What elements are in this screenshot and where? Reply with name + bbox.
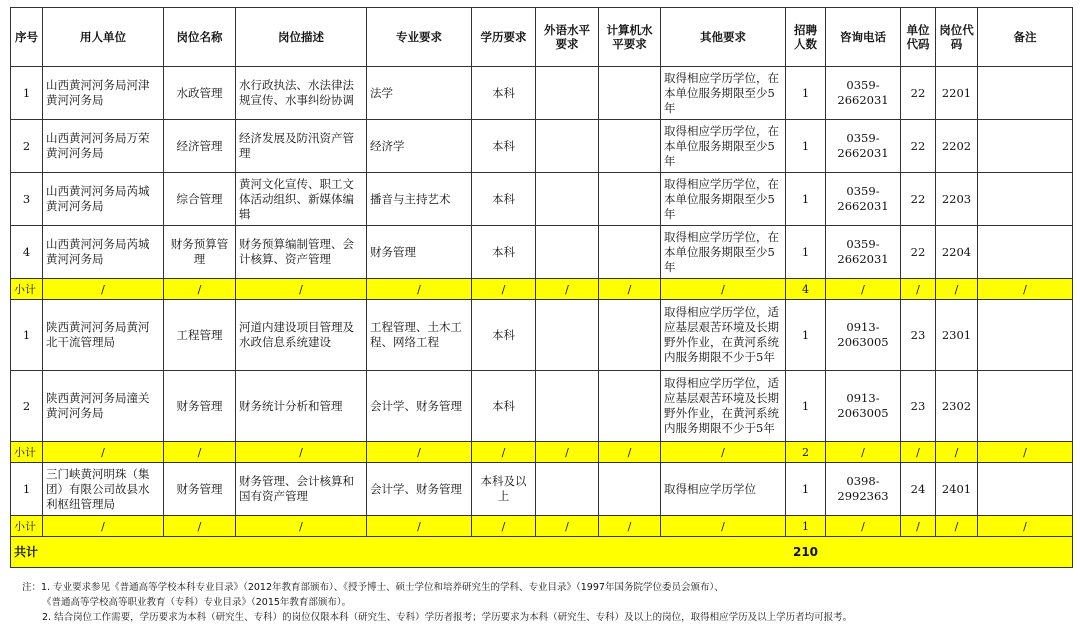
contact-phone: 0359-2662031 [826, 226, 901, 279]
subtotal-slash: / [901, 279, 936, 300]
row-number: 1 [11, 300, 43, 371]
table-row [11, 173, 1073, 226]
subtotal-headcount: 2 [786, 442, 826, 463]
table-row [11, 300, 1073, 371]
table-body [11, 67, 1073, 568]
column-header: 咨询电话 [826, 8, 901, 67]
post-code: 2203 [936, 173, 978, 226]
subtotal-slash: / [826, 279, 901, 300]
column-header: 学历要求 [472, 8, 536, 67]
post-name: 财务预算管理 [164, 226, 236, 279]
grand-total-filler [826, 537, 1073, 568]
education-requirement: 本科 [472, 226, 536, 279]
column-header: 专业要求 [367, 8, 472, 67]
unit-code: 24 [901, 463, 936, 516]
subtotal-slash: / [164, 516, 236, 537]
recruitment-table-container [10, 7, 1072, 568]
other-requirements: 取得相应学历学位，适应基层艰苦环境及长期野外作业，在黄河系统内服务期限不少于5年 [661, 300, 786, 371]
other-requirements: 取得相应学历学位，在本单位服务期限至少5年 [661, 226, 786, 279]
table-row [11, 226, 1073, 279]
table-row [11, 463, 1073, 516]
contact-phone: 0359-2662031 [826, 173, 901, 226]
post-name: 综合管理 [164, 173, 236, 226]
remarks [978, 173, 1073, 226]
subtotal-slash: / [661, 442, 786, 463]
column-header: 岗位代码 [936, 8, 978, 67]
post-description: 水行政执法、水法律法规宣传、水事纠纷协调 [236, 67, 367, 120]
subtotal-slash: / [978, 279, 1073, 300]
subtotal-slash: / [367, 279, 472, 300]
subtotal-slash: / [164, 279, 236, 300]
post-name: 财务管理 [164, 371, 236, 442]
headcount: 1 [786, 371, 826, 442]
other-requirements: 取得相应学历学位，在本单位服务期限至少5年 [661, 67, 786, 120]
subtotal-slash: / [901, 516, 936, 537]
language-requirement [536, 67, 599, 120]
subtotal-row [11, 516, 1073, 537]
subtotal-label: 小计 [11, 442, 43, 463]
footnotes [22, 580, 1072, 625]
row-number: 2 [11, 120, 43, 173]
subtotal-slash: / [472, 516, 536, 537]
unit-code: 23 [901, 300, 936, 371]
subtotal-slash: / [536, 279, 599, 300]
post-code: 2301 [936, 300, 978, 371]
major-requirement: 法学 [367, 67, 472, 120]
post-description: 财务管理、会计核算和国有资产管理 [236, 463, 367, 516]
column-header: 岗位名称 [164, 8, 236, 67]
post-name: 经济管理 [164, 120, 236, 173]
unit-code: 23 [901, 371, 936, 442]
table-row [11, 120, 1073, 173]
remarks [978, 226, 1073, 279]
language-requirement [536, 300, 599, 371]
language-requirement [536, 463, 599, 516]
column-header: 用人单位 [43, 8, 164, 67]
headcount: 1 [786, 226, 826, 279]
contact-phone: 0913-2063005 [826, 371, 901, 442]
table-row [11, 67, 1073, 120]
subtotal-slash: / [43, 442, 164, 463]
subtotal-label: 小计 [11, 516, 43, 537]
subtotal-headcount: 4 [786, 279, 826, 300]
post-code: 2302 [936, 371, 978, 442]
grand-total-label: 共计 [11, 537, 786, 568]
subtotal-label: 小计 [11, 279, 43, 300]
computer-requirement [599, 226, 661, 279]
post-name: 水政管理 [164, 67, 236, 120]
remarks [978, 371, 1073, 442]
remarks [978, 463, 1073, 516]
other-requirements: 取得相应学历学位，适应基层艰苦环境及长期野外作业，在黄河系统内服务期限不少于5年 [661, 371, 786, 442]
subtotal-slash: / [536, 442, 599, 463]
contact-phone: 0913-2063005 [826, 300, 901, 371]
employer-unit: 山西黄河河务局河津黄河河务局 [43, 67, 164, 120]
footnote-line: 《普通高等学校高等职业教育（专科）专业目录》（2015年教育部颁布）。 [42, 597, 352, 608]
column-header: 岗位描述 [236, 8, 367, 67]
table-header-row [11, 8, 1073, 67]
headcount: 1 [786, 120, 826, 173]
other-requirements: 取得相应学历学位，在本单位服务期限至少5年 [661, 173, 786, 226]
subtotal-slash: / [599, 279, 661, 300]
employer-unit: 山西黄河河务局芮城黄河河务局 [43, 173, 164, 226]
computer-requirement [599, 300, 661, 371]
unit-code: 22 [901, 120, 936, 173]
subtotal-slash: / [367, 516, 472, 537]
remarks [978, 67, 1073, 120]
education-requirement: 本科及以上 [472, 463, 536, 516]
subtotal-slash: / [661, 516, 786, 537]
language-requirement [536, 173, 599, 226]
column-header: 招聘人数 [786, 8, 826, 67]
subtotal-slash: / [661, 279, 786, 300]
post-code: 2201 [936, 67, 978, 120]
post-description: 经济发展及防汛资产管理 [236, 120, 367, 173]
subtotal-slash: / [472, 279, 536, 300]
headcount: 1 [786, 67, 826, 120]
subtotal-slash: / [936, 516, 978, 537]
row-number: 1 [11, 463, 43, 516]
footnote-line: 2. 结合岗位工作需要，学历要求为本科（研究生、专科）的岗位仅限本科（研究生、专科）学历者报考；学历要求为本科（研究生、专科）及以上的岗位，取得相应学历及以上学历者均可报考。 [42, 612, 853, 623]
post-code: 2401 [936, 463, 978, 516]
column-header: 外语水平要求 [536, 8, 599, 67]
contact-phone: 0398-2992363 [826, 463, 901, 516]
unit-code: 22 [901, 173, 936, 226]
post-description: 黄河文化宣传、职工文体活动组织、新媒体编辑 [236, 173, 367, 226]
computer-requirement [599, 173, 661, 226]
subtotal-slash: / [236, 442, 367, 463]
education-requirement: 本科 [472, 173, 536, 226]
post-name: 工程管理 [164, 300, 236, 371]
major-requirement: 播音与主持艺术 [367, 173, 472, 226]
subtotal-slash: / [978, 516, 1073, 537]
footnote-line: 注：1. 专业要求参见《普通高等学校本科专业目录》（2012年教育部颁布）、《授予博士、硕士学位和培养研究生的学科、专业目录》（1997年国务院学位委员会颁布）、 [22, 582, 724, 593]
subtotal-slash: / [826, 516, 901, 537]
computer-requirement [599, 120, 661, 173]
contact-phone: 0359-2662031 [826, 120, 901, 173]
subtotal-slash: / [164, 442, 236, 463]
subtotal-slash: / [472, 442, 536, 463]
education-requirement: 本科 [472, 120, 536, 173]
subtotal-headcount: 1 [786, 516, 826, 537]
subtotal-slash: / [536, 516, 599, 537]
subtotal-slash: / [599, 516, 661, 537]
major-requirement: 经济学 [367, 120, 472, 173]
employer-unit: 陕西黄河河务局潼关黄河河务局 [43, 371, 164, 442]
row-number: 2 [11, 371, 43, 442]
post-description: 河道内建设项目管理及水政信息系统建设 [236, 300, 367, 371]
subtotal-slash: / [901, 442, 936, 463]
employer-unit: 山西黄河河务局万荣黄河河务局 [43, 120, 164, 173]
headcount: 1 [786, 300, 826, 371]
language-requirement [536, 226, 599, 279]
subtotal-slash: / [826, 442, 901, 463]
post-name: 财务管理 [164, 463, 236, 516]
major-requirement: 财务管理 [367, 226, 472, 279]
major-requirement: 会计学、财务管理 [367, 463, 472, 516]
post-code: 2204 [936, 226, 978, 279]
education-requirement: 本科 [472, 300, 536, 371]
subtotal-slash: / [236, 516, 367, 537]
column-header: 备注 [978, 8, 1073, 67]
subtotal-slash: / [236, 279, 367, 300]
row-number: 3 [11, 173, 43, 226]
major-requirement: 工程管理、土木工程、网络工程 [367, 300, 472, 371]
education-requirement: 本科 [472, 371, 536, 442]
subtotal-row [11, 279, 1073, 300]
remarks [978, 120, 1073, 173]
grand-total-row [11, 537, 1073, 568]
education-requirement: 本科 [472, 67, 536, 120]
subtotal-slash: / [43, 516, 164, 537]
subtotal-row [11, 442, 1073, 463]
employer-unit: 陕西黄河河务局黄河北干流管理局 [43, 300, 164, 371]
subtotal-slash: / [43, 279, 164, 300]
column-header: 单位代码 [901, 8, 936, 67]
column-header: 序号 [11, 8, 43, 67]
headcount: 1 [786, 463, 826, 516]
computer-requirement [599, 463, 661, 516]
post-description: 财务统计分析和管理 [236, 371, 367, 442]
post-code: 2202 [936, 120, 978, 173]
row-number: 1 [11, 67, 43, 120]
subtotal-slash: / [936, 279, 978, 300]
grand-total-headcount: 210 [786, 537, 826, 568]
column-header: 计算机水平要求 [599, 8, 661, 67]
language-requirement [536, 371, 599, 442]
subtotal-slash: / [599, 442, 661, 463]
contact-phone: 0359-2662031 [826, 67, 901, 120]
language-requirement [536, 120, 599, 173]
subtotal-slash: / [978, 442, 1073, 463]
subtotal-slash: / [936, 442, 978, 463]
row-number: 4 [11, 226, 43, 279]
unit-code: 22 [901, 67, 936, 120]
remarks [978, 300, 1073, 371]
employer-unit: 山西黄河河务局芮城黄河河务局 [43, 226, 164, 279]
post-description: 财务预算编制管理、会计核算、资产管理 [236, 226, 367, 279]
table-row [11, 371, 1073, 442]
other-requirements: 取得相应学历学位，在本单位服务期限至少5年 [661, 120, 786, 173]
other-requirements: 取得相应学历学位 [661, 463, 786, 516]
subtotal-slash: / [367, 442, 472, 463]
unit-code: 22 [901, 226, 936, 279]
employer-unit: 三门峡黄河明珠（集团）有限公司故县水利枢纽管理局 [43, 463, 164, 516]
recruitment-table [10, 7, 1073, 568]
computer-requirement [599, 371, 661, 442]
major-requirement: 会计学、财务管理 [367, 371, 472, 442]
computer-requirement [599, 67, 661, 120]
headcount: 1 [786, 173, 826, 226]
column-header: 其他要求 [661, 8, 786, 67]
